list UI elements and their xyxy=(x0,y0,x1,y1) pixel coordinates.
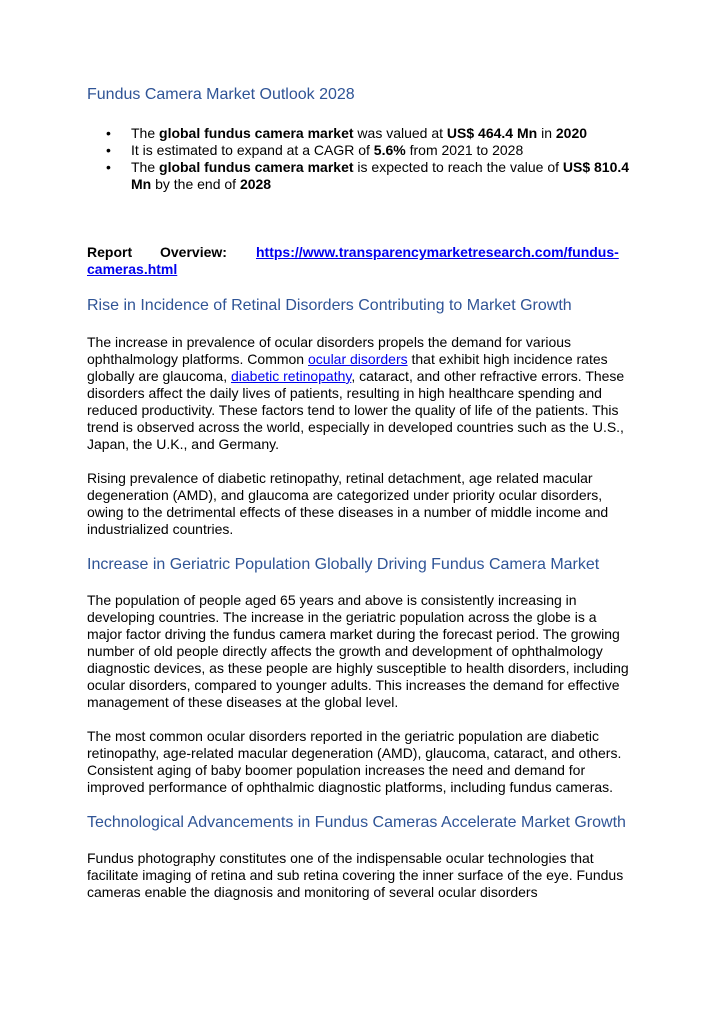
paragraph-technology-1: Fundus photography constitutes one of the indispensable ocular technologies that facilitate imaging of retina and sub retina covering the inner surface of the eye. Fundus cameras enable the diagnosis and monitoring of several ocular disorders xyxy=(87,850,624,900)
document-content xyxy=(87,84,632,901)
section-heading-technological-advancements: Technological Advancements in Fundus Cameras Accelerate Market Growth xyxy=(87,814,626,831)
section-heading-retinal-disorders: Rise in Incidence of Retinal Disorders Contributing to Market Growth xyxy=(87,297,572,314)
diabetic-retinopathy-link[interactable]: diabetic retinopathy xyxy=(230,368,352,384)
report-label: Report xyxy=(87,244,133,260)
overview-label: Overview: xyxy=(160,244,227,260)
paragraph-geriatric-1: The population of people aged 65 years and above is consistently increasing in developing countries. The increase in the geriatric population across the globe is a major factor driving the fundus camera market during the forecast period. The growing number of old people directly affects the growth and development of ophthalmology diagnostic devices, as these people are highly susceptible to health disorders, including ocular disorders, compared to younger adults. This increases the demand for effective management of these diseases at the global level. xyxy=(87,592,629,710)
outlook-heading: Fundus Camera Market Outlook 2028 xyxy=(87,86,355,103)
report-overview-link[interactable]: https://www.transparencymarketresearch.com/fundus-cameras.html xyxy=(87,244,619,277)
outlook-bullet-3: • The global fundus camera market is expected to reach the value of US$ 810.4 Mn by the end of 2028 xyxy=(87,159,632,193)
outlook-bullet-2: • It is estimated to expand at a CAGR of 5.6% from 2021 to 2028 xyxy=(87,142,632,159)
ocular-disorders-link[interactable]: ocular disorders xyxy=(308,351,408,367)
section-heading-geriatric-population: Increase in Geriatric Population Globally Driving Fundus Camera Market xyxy=(87,556,600,573)
paragraph-geriatric-2: The most common ocular disorders reported in the geriatric population are diabetic retinopathy, age-related macular degeneration (AMD), glaucoma, cataract, and others. Consistent aging of baby boomer population increases the need and demand for improved performance of ophthalmic diagnostic platforms, including fundus cameras. xyxy=(87,728,622,795)
paragraph-retinal-2: Rising prevalence of diabetic retinopathy, retinal detachment, age related macular degeneration (AMD), and glaucoma are categorized under priority ocular disorders, owing to the detrimental effects of these diseases in a number of middle income and industrialized countries. xyxy=(87,470,609,537)
report-overview xyxy=(87,244,632,278)
outlook-bullet-list xyxy=(87,125,632,193)
paragraph-retinal-1: The increase in prevalence of ocular disorders propels the demand for various ophthalmology platforms. Common ocular disorders that exhibit high incidence rates globally are glaucoma, diabetic retinopathy, cataract, and other refractive errors. These disorders affect the daily lives of patients, resulting in high healthcare spending and reduced productivity. These factors tend to lower the quality of life of the patients. This trend is observed across the world, especially in developed countries such as the U.S., Japan, the U.K., and Germany. xyxy=(87,334,625,452)
outlook-bullet-1: • The global fundus camera market was valued at US$ 464.4 Mn in 2020 xyxy=(87,125,632,142)
